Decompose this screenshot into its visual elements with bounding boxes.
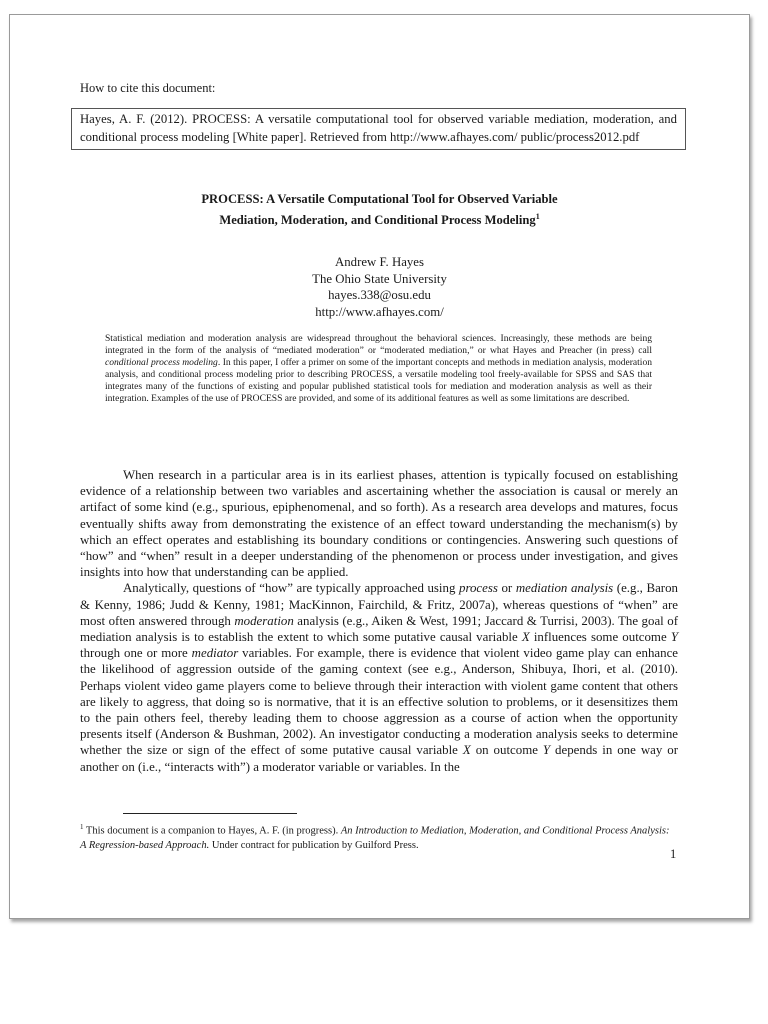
author-name: Andrew F. Hayes [335, 255, 424, 269]
author-affiliation: The Ohio State University [312, 271, 447, 286]
cite-label: How to cite this document: [80, 81, 216, 95]
citation-box: Hayes, A. F. (2012). PROCESS: A versatile computational tool for observed variable mediation, moderation, and conditional process modeling [White paper]. Retrieved from http://www.afhayes.com/ public/process2012.pdf [71, 108, 686, 150]
document-page [9, 14, 750, 919]
footnote: $^1$ This document is a companion to Hayes, A. F. (in progress). An Introduction to Mediation, Moderation, and Conditional Process Analysis: A Regression-based Approach. Under contract for publication by Guilford Press. [80, 823, 670, 851]
abstract: Statistical mediation and moderation analysis are widespread throughout the behavioral sciences. Increasingly, these methods are being integrated in the form of the analysis of “mediated moderation” or “moderated mediation,” or what Hayes and Preacher (in press) call conditional process modeling. In this paper, I offer a primer on some of the important concepts and methods in mediation analysis, moderation analysis, and conditional process modeling prior to describing PROCESS, a versatile modeling tool freely-available for SPSS and SAS that integrates many of the functions of existing and popular published statistical tools for mediation and moderation analysis as well as their integration. Examples of the use of PROCESS are provided, and some of its additional features as well as some limitations are described. [105, 333, 653, 404]
author-email: hayes.338@osu.edu [328, 288, 431, 302]
paper-title [10, 191, 749, 229]
author-block [10, 254, 749, 320]
paragraph-2: Analytically, questions of “how” are typically approached using process or mediation analysis (e.g., Baron & Kenny, 1986; Judd & Kenny, 1981; MacKinnon, Fairchild, & Fritz, 2007a), whereas questions of “when” are most often answered through moderation analysis (e.g., Aiken & West, 1991; Jaccard & Turrisi, 2003). The goal of mediation analysis is to establish the extent to which some putative causal variable X influences some outcome Y through one or more mediator variables. For example, there is evidence that violent video game play can enhance the likelihood of aggression outside of the gaming context (see e.g., Anderson, Shibuya, Ihori, et al. (2010). Perhaps violent video game players come to believe through their interaction with violent game content that others are likely to aggress, that doing so is normative, that it is an effective solution to problems, or it desensitizes them to the pain others feel, thereby leading them to choose aggression as a course of action when the opportunity presents itself (Anderson & Bushman, 2002). An investigator conducting a moderation analysis seeks to determine whether the size or sign of the effect of some putative causal variable X on outcome Y depends in one way or another on (i.e., “interacts with”) a moderator variable or variables. In the [80, 581, 679, 774]
title-line-1: PROCESS: A Versatile Computational Tool for Observed Variable [201, 192, 558, 206]
body-text [80, 467, 678, 775]
footnote-divider [123, 813, 297, 814]
page-number: 1 [670, 847, 677, 861]
author-website: http://www.afhayes.com/ [315, 304, 444, 319]
title-footnote-mark: 1 [535, 212, 540, 221]
paragraph-1: When research in a particular area is in its earliest phases, attention is typically focused on establishing evidence of a relationship between two variables and ascertaining whether the association is causal or merely an artifact of some kind (e.g., spurious, epiphenomenal, and so forth). As a research area develops and matures, focus eventually shifts away from demonstrating the existence of an effect toward understanding the mechanism(s) by which an effect operates and establishing its boundary conditions or contingencies. Answering such questions of “how” and “when” result in a deeper understanding of the phenomenon or process under investigation, and gives insights into how that understanding can be applied. [80, 468, 678, 580]
title-line-2: Mediation, Moderation, and Conditional Process Modeling$^1$ [219, 212, 540, 228]
